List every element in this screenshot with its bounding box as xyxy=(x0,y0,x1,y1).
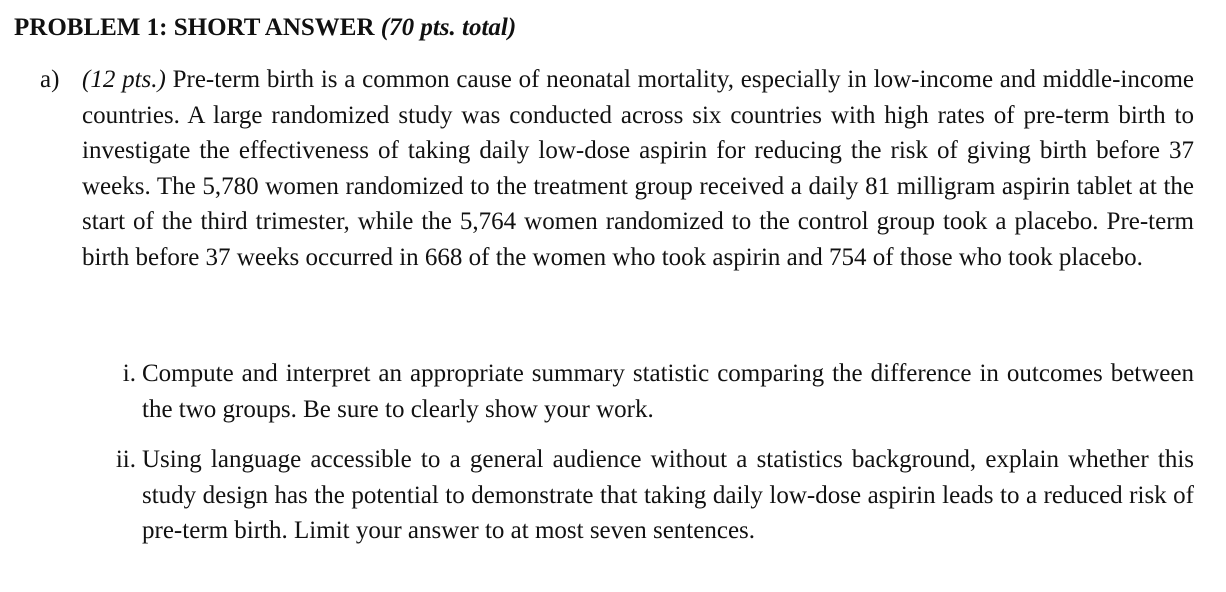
part-a-body xyxy=(82,62,1194,275)
subpart-i-label: i. xyxy=(122,360,136,387)
part-a-points: (12 pts.) xyxy=(82,66,166,93)
part-a-label: a) xyxy=(40,66,60,93)
part-a-text: Pre-term birth is a common cause of neonatal mortality, especially in low-income and middle-income countries. A large randomized study was conducted across six countries with high rates of pre-term birth to investigate the effectiveness of taking daily low-dose aspirin for reducing the risk of giving birth before 37 weeks. The 5,780 women randomized to the treatment group received a daily 81 milligram aspirin tablet at the start of the third trimester, while the 5,764 women randomized to the control group took a placebo. Pre-term birth before 37 weeks occurred in 668 of the women who took aspirin and 754 of those who took placebo. xyxy=(82,66,1195,271)
subpart-i-text: Compute and interpret an appropriate summary statistic comparing the difference in outcomes between the two groups. Be sure to clearly show your work. xyxy=(142,360,1194,423)
problem-total-points: (70 pts. total) xyxy=(380,14,517,41)
problem-heading xyxy=(14,12,516,44)
subpart-ii-text: Using language accessible to a general audience without a statistics background, explain whether this study design has the potential to demonstrate that taking daily low-dose aspirin leads to a reduced risk of pre-term birth. Limit your answer to at most seven sentences. xyxy=(142,446,1194,544)
problem-title: PROBLEM 1: SHORT ANSWER xyxy=(14,14,375,41)
subpart-ii-label: ii. xyxy=(115,446,136,473)
